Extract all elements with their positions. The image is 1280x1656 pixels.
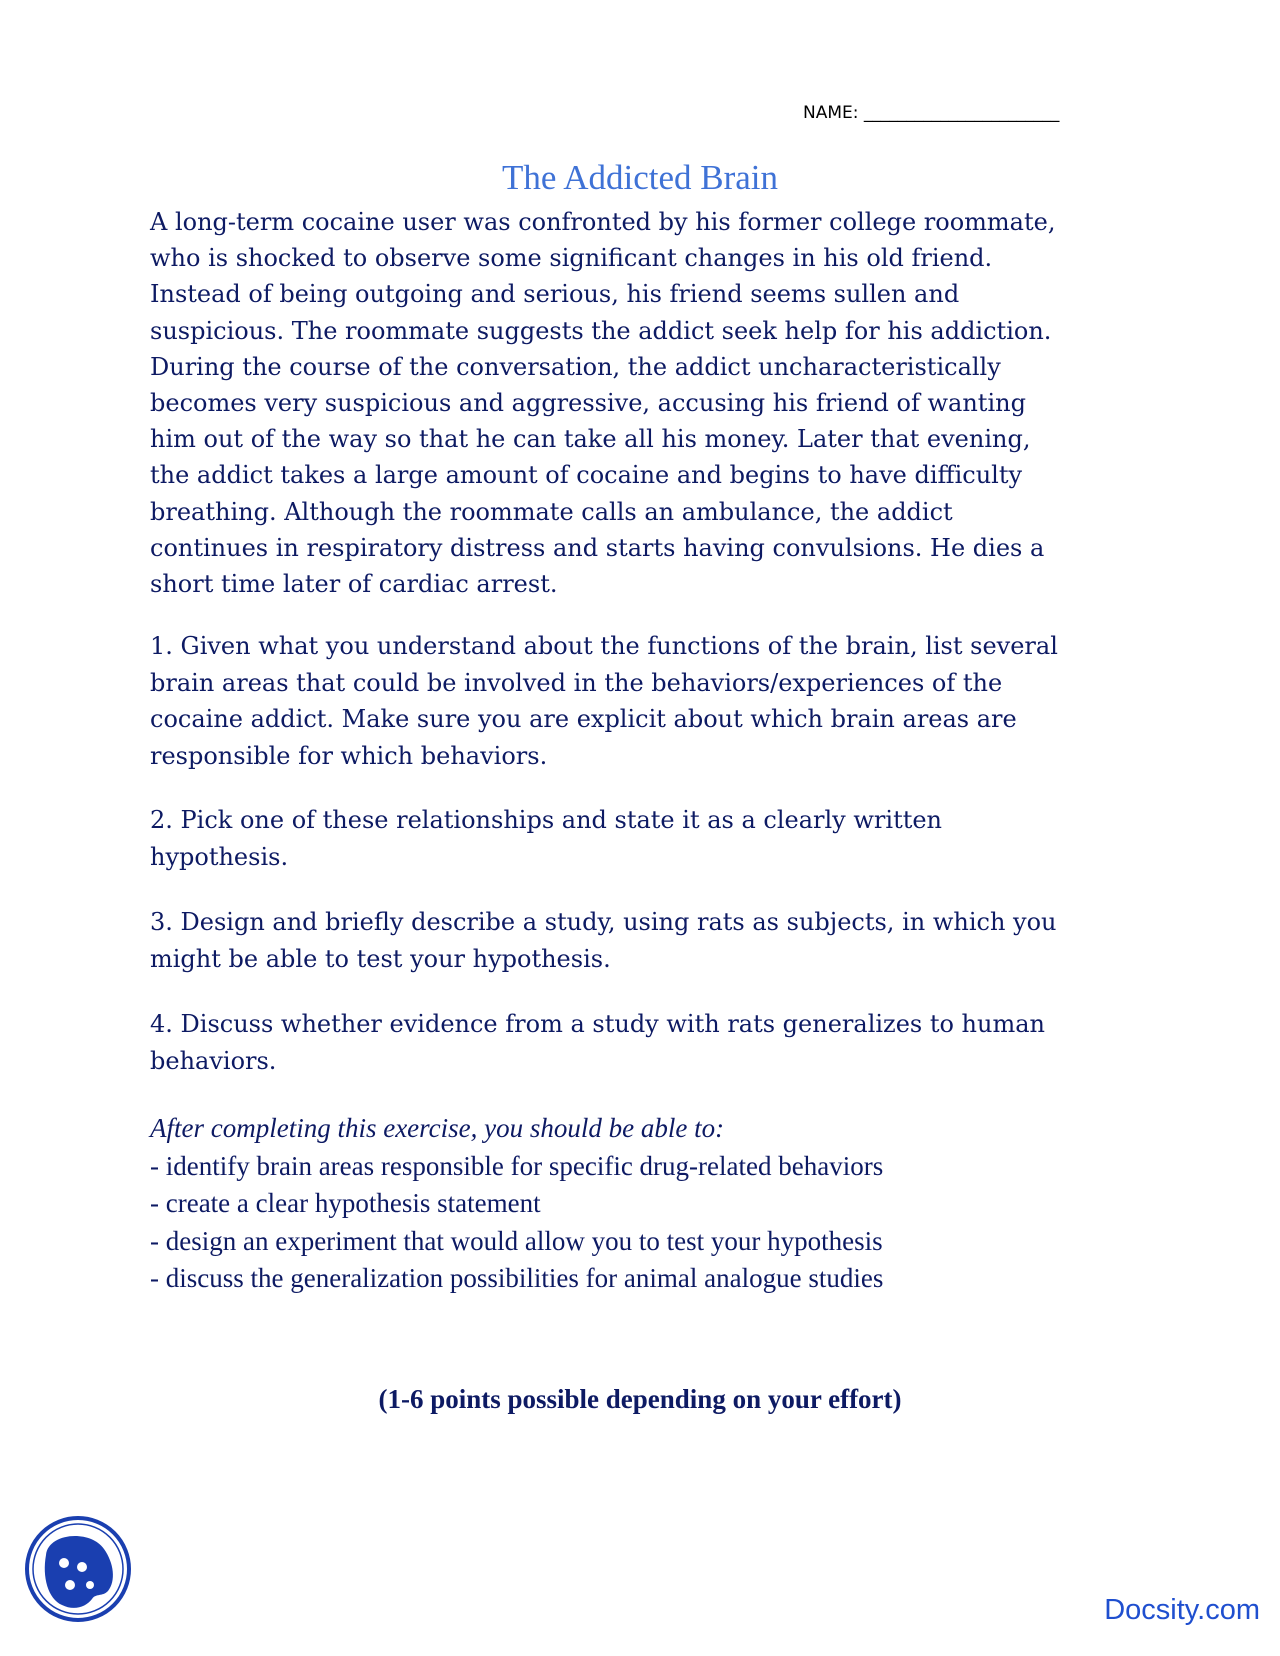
story-line: Instead of being outgoing and serious, his friend seems sullen and (150, 280, 960, 309)
learning-outcomes (150, 1110, 1135, 1298)
points-note: (1-6 points possible depending on your effort) (378, 1384, 902, 1414)
question-4 (150, 1006, 1135, 1079)
docsity-brand[interactable]: Docsity.com (1104, 1594, 1260, 1626)
outcome-item: - discuss the generalization possibilities for animal analogue studies (150, 1263, 884, 1293)
story-line: short time later of cardiac arrest. (150, 570, 558, 599)
outcome-item: - create a clear hypothesis statement (150, 1188, 541, 1218)
question-line: 4. Discuss whether evidence from a study with rats generalizes to human (150, 1010, 1045, 1038)
story-line: A long-term cocaine user was confronted by his former college roommate, (150, 208, 1056, 236)
story-line: breathing. Although the roommate calls an ambulance, the addict (150, 497, 953, 526)
question-line: 2. Pick one of these relationships and state it as a clearly written (150, 806, 943, 834)
story-line: becomes very suspicious and aggressive, accusing his friend of wanting (150, 389, 1026, 418)
question-2 (150, 802, 1135, 875)
question-line: behaviors. (150, 1046, 277, 1075)
docsity-logo-icon (24, 1515, 132, 1623)
question-line: hypothesis. (150, 842, 289, 871)
question-3 (150, 904, 1135, 977)
question-line: 3. Design and briefly describe a study, using rats as subjects, in which you (150, 908, 1057, 936)
story-line: him out of the way so that he can take all his money. Later that evening, (150, 425, 1031, 454)
story-line: continues in respiratory distress and starts having convulsions. He dies a (150, 533, 1045, 562)
page-title: The Addicted Brain (501, 158, 779, 197)
story-line: During the course of the conversation, the addict uncharacteristically (150, 352, 1001, 381)
question-line: cocaine addict. Make sure you are explicit about which brain areas are (150, 705, 1017, 733)
story-line: who is shocked to observe some significant changes in his old friend. (150, 244, 993, 273)
outcome-item: - identify brain areas responsible for specific drug-related behaviors (150, 1150, 884, 1181)
outcomes-intro: After completing this exercise, you should be able to: (150, 1113, 725, 1143)
case-story (150, 204, 1135, 602)
question-line: 1. Given what you understand about the functions of the brain, list several (150, 632, 1058, 660)
question-line: might be able to test your hypothesis. (150, 944, 611, 973)
question-1 (150, 628, 1135, 774)
question-line: responsible for which behaviors. (150, 741, 548, 770)
outcome-item: - design an experiment that would allow you to test your hypothesis (150, 1225, 883, 1256)
story-line: the addict takes a large amount of cocaine and begins to have difficulty (150, 461, 1023, 490)
question-line: brain areas that could be involved in the behaviors/experiences of the (150, 668, 1003, 697)
name-field-label: NAME: _______________________ (803, 103, 1060, 123)
story-line: suspicious. The roommate suggests the addict seek help for his addiction. (150, 316, 1052, 345)
